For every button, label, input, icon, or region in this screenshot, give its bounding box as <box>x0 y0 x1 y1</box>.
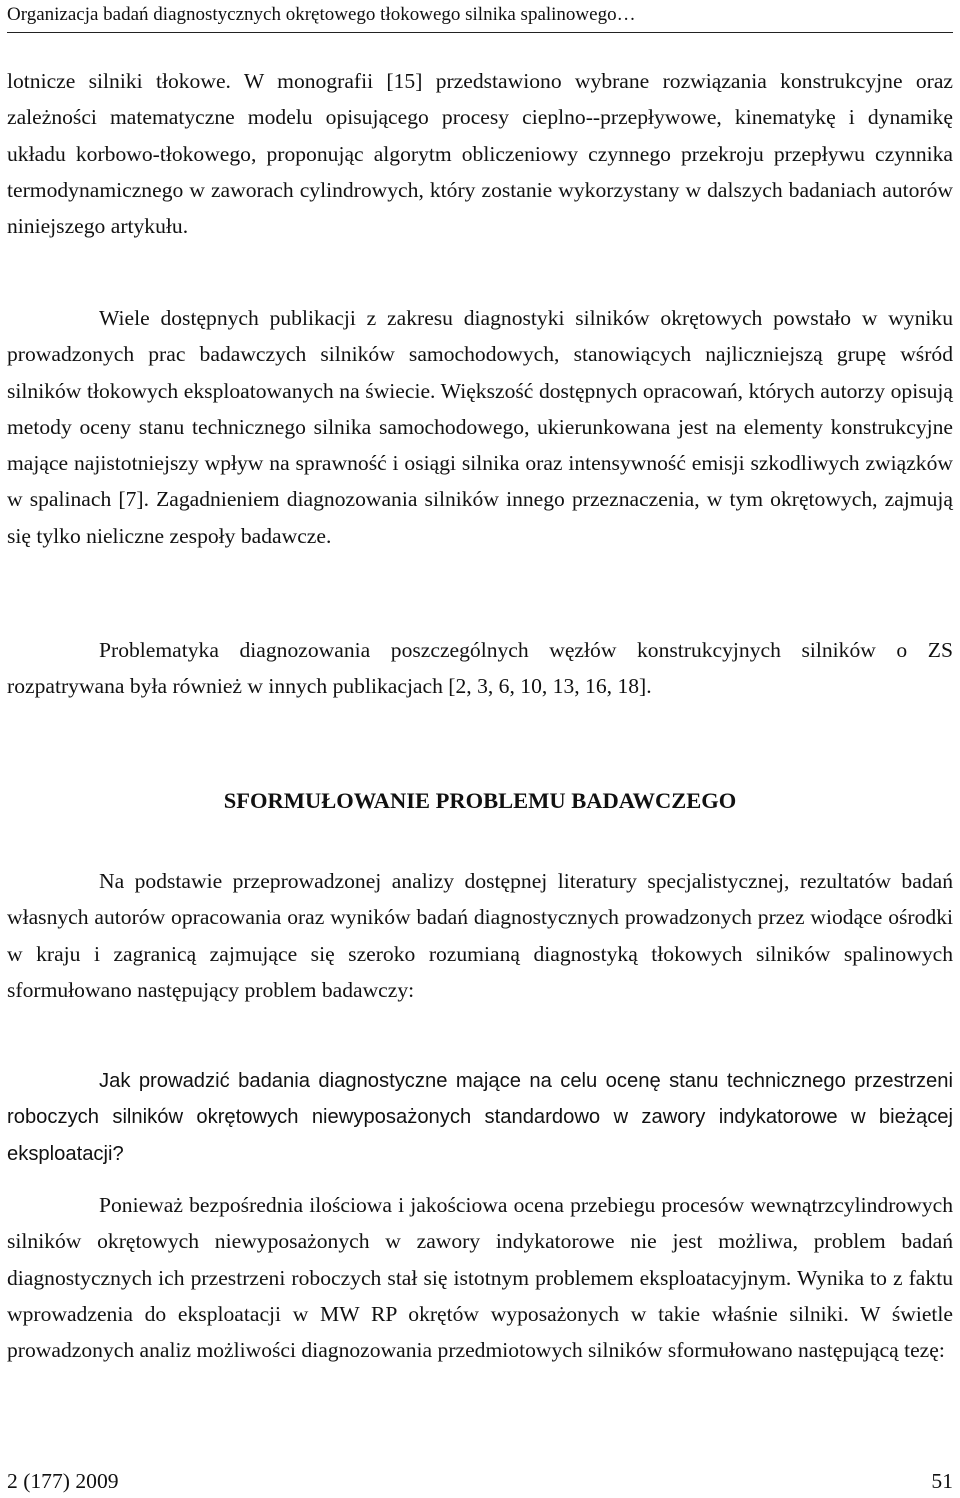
issue-number: 2 (177) 2009 <box>7 1469 119 1493</box>
running-header: Organizacja badań diagnostycznych okrętowego tłokowego silnika spalinowego… <box>7 2 953 33</box>
page-number: 51 <box>931 1469 953 1493</box>
paragraph-1: lotnicze silniki tłokowe. W monografii [15] przedstawiono wybrane rozwiązania konstrukcyjne oraz zależności matematyczne modelu opisującego procesy cieplno--przepływowe, kinematykę i dynamikę układu korbowo-tłokowego, proponując algorytm obliczeniowy czynnego przekroju przepływu czynnika termodynamicznego w zaworach cylindrowych, który zostanie wykorzystany w dalszych badaniach autorów niniejszego artykułu. <box>7 69 953 239</box>
paragraph-4-block <box>7 863 953 1008</box>
paragraph-4: Na podstawie przeprowadzonej analizy dostępnej literatury specjalistycznej, rezultatów badań własnych autorów opracowania oraz wyników badań diagnostycznych prowadzonych przez wiodące ośrodki w kraju i zagranicą zajmujące się szeroko rozumianą diagnostyką tłokowych silników spalinowych sformułowano następujący problem badawczy: <box>7 869 953 1002</box>
paragraph-3: Problematyka diagnozowania poszczególnych węzłów konstrukcyjnych silników o ZS rozpatrywana była również w innych publikacjach [2, 3, 6, 10, 13, 16, 18]. <box>7 638 953 699</box>
research-question: Jak prowadzić badania diagnostyczne mające na celu ocenę stanu technicznego przestrzeni roboczych silników okrętowych niewyposażonych standardowo w zawory indykatorowe w bieżącej eksploatacji? <box>7 1070 953 1165</box>
paragraph-1-block <box>7 63 953 244</box>
paragraph-5-block <box>7 1187 953 1368</box>
research-question-block <box>7 1063 953 1172</box>
section-heading: SFORMUŁOWANIE PROBLEMU BADAWCZEGO <box>223 788 737 813</box>
paragraph-3-block <box>7 632 953 705</box>
paragraph-5: Ponieważ bezpośrednia ilościowa i jakościowa ocena przebiegu procesów wewnątrzcylindrowych silników okrętowych niewyposażonych w zawory indykatorowe nie jest możliwa, problem badań diagnostycznych ich przestrzeni roboczych stał się istotnym problemem eksploatacyjnym. Wynika to z faktu wprowadzenia do eksploatacji w MW RP okrętów wyposażonych w takie właśnie silniki. W świetle prowadzonych analiz możliwości diagnozowania przedmiotowych silników sformułowano następującą tezę: <box>7 1193 953 1363</box>
paragraph-2: Wiele dostępnych publikacji z zakresu diagnostyki silników okrętowych powstało w wyniku prowadzonych prac badawczych silników samochodowych, stanowiących najliczniejszą grupę wśród silników tłokowych eksploatowanych na świecie. Większość dostępnych opracowań, których autorzy opisują metody oceny stanu technicznego silnika samochodowego, ukierunkowana jest na elementy konstrukcyjne mające najistotniejszy wpływ na sprawność i osiągi silnika oraz intensywność emisji szkodliwych związków w spalinach [7]. Zagadnieniem diagnozowania silników innego przeznaczenia, w tym okrętowych, zajmują się tylko nieliczne zespoły badawcze. <box>7 306 953 548</box>
paragraph-2-block <box>7 300 953 554</box>
